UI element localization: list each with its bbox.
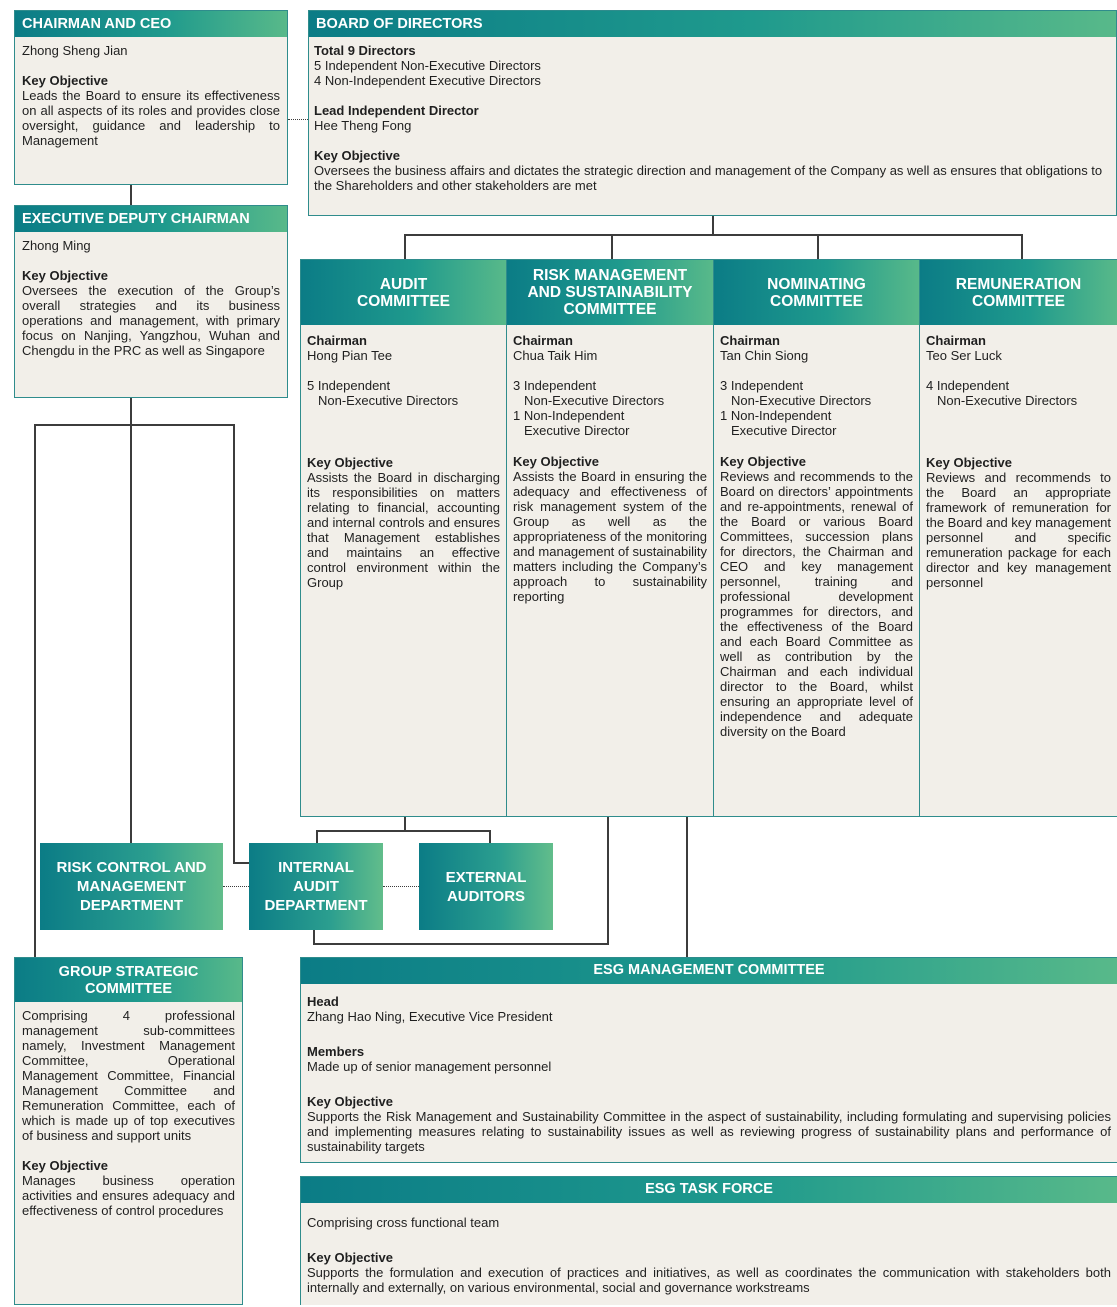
group-strategic-objective: Manages business operation activities and ensures adequacy and effectiveness of control procedures bbox=[22, 1173, 235, 1218]
connector bbox=[130, 398, 132, 843]
board-line-2: 4 Non-Independent Executive Directors bbox=[314, 73, 541, 88]
esg-task-force-title: ESG TASK FORCE bbox=[301, 1177, 1117, 1203]
objective-label: Key Objective bbox=[720, 454, 806, 469]
committee-chairman: Tan Chin Siong bbox=[720, 348, 809, 363]
committee-chairman: Teo Ser Luck bbox=[926, 348, 1002, 363]
members-label: Members bbox=[307, 1044, 365, 1059]
lead-director-label: Lead Independent Director bbox=[314, 103, 479, 118]
objective-label: Key Objective bbox=[926, 455, 1012, 470]
committee-objective: Assists the Board in ensuring the adequacy and effectiveness of risk management system of the Group as well as the appropriateness of the monitoring and management of sustainability matters including the Company’s approach to sustainability reporting bbox=[513, 469, 707, 604]
connector bbox=[130, 185, 132, 205]
objective-label: Key Objective bbox=[513, 454, 599, 469]
connector bbox=[686, 817, 688, 957]
member-line: 3 Independent bbox=[513, 378, 597, 393]
exec-deputy-box bbox=[14, 205, 288, 398]
esg-committee-box bbox=[300, 957, 1117, 1163]
connector-dotted bbox=[223, 886, 249, 887]
esg-members: Made up of senior management personnel bbox=[307, 1059, 552, 1074]
esg-head: Zhang Hao Ning, Executive Vice President bbox=[307, 1009, 553, 1024]
objective-label: Key Objective bbox=[307, 1094, 393, 1109]
chairman-label: Chairman bbox=[926, 333, 986, 348]
board-line-1: 5 Independent Non-Executive Directors bbox=[314, 58, 541, 73]
connector bbox=[404, 234, 406, 259]
chairman-label: Chairman bbox=[513, 333, 573, 348]
connector bbox=[316, 830, 318, 843]
committee-chairman: Chua Taik Him bbox=[513, 348, 598, 363]
connector bbox=[313, 943, 609, 945]
risk-control-department: RISK CONTROL AND MANAGEMENT DEPARTMENT bbox=[40, 843, 223, 930]
connector bbox=[611, 234, 613, 259]
committee-title: AUDIT COMMITTEE bbox=[301, 260, 506, 325]
member-line: 1 Non-Independent bbox=[513, 408, 625, 423]
head-label: Head bbox=[307, 994, 339, 1009]
board-objective: Oversees the business affairs and dictates the strategic direction and management of the Company as well as ensures that obligations to the Shareholders and other stakeholders are met bbox=[314, 163, 1103, 193]
member-line: 5 Independent bbox=[307, 378, 391, 393]
connector-dotted bbox=[383, 886, 419, 887]
risk-sustainability-committee bbox=[507, 259, 714, 817]
connector bbox=[34, 424, 36, 957]
exec-deputy-title: EXECUTIVE DEPUTY CHAIRMAN bbox=[15, 206, 287, 232]
member-line: 3 Independent bbox=[720, 378, 804, 393]
group-strategic-text: Comprising 4 professional management sub-committees namely, Investment Management Committee, Operational Management Committee, Financial Management Committee and Remuneration Committee, each of which is made up of top executives of business and support units bbox=[22, 1008, 235, 1143]
connector bbox=[489, 830, 491, 843]
member-line: Non-Executive Directors bbox=[524, 393, 665, 408]
group-strategic-title: GROUP STRATEGIC COMMITTEE bbox=[15, 958, 242, 1002]
committee-title: REMUNERATION COMMITTEE bbox=[920, 260, 1117, 325]
connector bbox=[316, 830, 490, 832]
chairman-ceo-title: CHAIRMAN AND CEO bbox=[15, 11, 287, 37]
objective-label: Key Objective bbox=[307, 455, 393, 470]
esg-task-force-text: Comprising cross functional team bbox=[307, 1215, 500, 1230]
nominating-committee bbox=[714, 259, 920, 817]
remuneration-committee bbox=[920, 259, 1117, 817]
chairman-ceo-name: Zhong Sheng Jian bbox=[22, 43, 128, 58]
committee-chairman: Hong Pian Tee bbox=[307, 348, 393, 363]
internal-audit-department: INTERNAL AUDIT DEPARTMENT bbox=[249, 843, 383, 930]
connector bbox=[404, 234, 1022, 236]
objective-label: Key Objective bbox=[307, 1250, 393, 1265]
connector bbox=[313, 928, 315, 944]
audit-committee bbox=[300, 259, 507, 817]
member-line: 1 Non-Independent bbox=[720, 408, 832, 423]
connector bbox=[607, 817, 609, 944]
member-line: Non-Executive Directors bbox=[731, 393, 872, 408]
exec-deputy-name: Zhong Ming bbox=[22, 238, 91, 253]
objective-label: Key Objective bbox=[22, 73, 108, 88]
connector bbox=[34, 424, 234, 426]
esg-task-force-objective: Supports the formulation and execution of practices and initiatives, as well as coordinates the communication with stakeholders both internally and externally, on various environmental, social and governance workstreams bbox=[307, 1265, 1111, 1295]
connector bbox=[404, 817, 406, 830]
member-line: Executive Director bbox=[731, 423, 837, 438]
esg-task-force-box bbox=[300, 1176, 1117, 1305]
board-title: BOARD OF DIRECTORS bbox=[309, 11, 1116, 37]
committee-title: NOMINATING COMMITTEE bbox=[714, 260, 919, 325]
committee-title: RISK MANAGEMENT AND SUSTAINABILITY COMMITTEE bbox=[507, 260, 713, 325]
objective-label: Key Objective bbox=[22, 1158, 108, 1173]
lead-director-name: Hee Theng Fong bbox=[314, 118, 412, 133]
chairman-ceo-box bbox=[14, 10, 288, 185]
exec-deputy-objective: Oversees the execution of the Group’s overall strategies and its business operations and management, with primary focus on Nanjing, Yangzhou, Wuhan and Chengdu in the PRC as well as Singapore bbox=[22, 283, 280, 358]
esg-objective: Supports the Risk Management and Sustainability Committee in the aspect of sustainability, including formulating and supervising policies and implementing measures relating to sustainability issues as well as reviewing progress of sustainability plans and performance of sustainability targets bbox=[307, 1109, 1111, 1154]
chairman-label: Chairman bbox=[307, 333, 367, 348]
board-box bbox=[308, 10, 1117, 216]
connector bbox=[233, 862, 249, 864]
member-line: 4 Independent bbox=[926, 378, 1010, 393]
objective-label: Key Objective bbox=[22, 268, 108, 283]
objective-label: Key Objective bbox=[314, 148, 400, 163]
committee-objective: Assists the Board in discharging its responsibilities on matters relating to financial, accounting and internal controls and ensures that Management establishes and maintains an effective control environment within the Group bbox=[307, 470, 500, 590]
chairman-label: Chairman bbox=[720, 333, 780, 348]
committee-objective: Reviews and recommends to the Board on directors’ appointments and re-appointments, renewal of the Board or various Board Committees, succession plans for directors, the Chairman and CEO and key management personnel, training and professional development programmes for directors, and the effectiveness of the Board and each Board Committee as well as contribution by the Chairman and each individual director to the Board, whilst ensuring an appropriate level of independence and adequate diversity on the Board bbox=[720, 469, 913, 739]
member-line: Non-Executive Directors bbox=[937, 393, 1078, 408]
board-total: Total 9 Directors bbox=[314, 43, 416, 58]
esg-committee-title: ESG MANAGEMENT COMMITTEE bbox=[301, 958, 1117, 984]
connector bbox=[233, 424, 235, 862]
connector-dotted bbox=[288, 119, 308, 120]
member-line: Executive Director bbox=[524, 423, 630, 438]
connector bbox=[817, 234, 819, 259]
connector bbox=[712, 216, 714, 234]
external-auditors: EXTERNAL AUDITORS bbox=[419, 843, 553, 930]
member-line: Non-Executive Directors bbox=[318, 393, 459, 408]
group-strategic-box bbox=[14, 957, 243, 1305]
chairman-ceo-objective: Leads the Board to ensure its effectiveness on all aspects of its roles and provides close oversight, guidance and leadership to Management bbox=[22, 88, 280, 148]
connector bbox=[1021, 234, 1023, 259]
committee-objective: Reviews and recommends to the Board an appropriate framework of remuneration for the Board and key management personnel and specific remuneration package for each director and key management personnel bbox=[926, 470, 1112, 590]
